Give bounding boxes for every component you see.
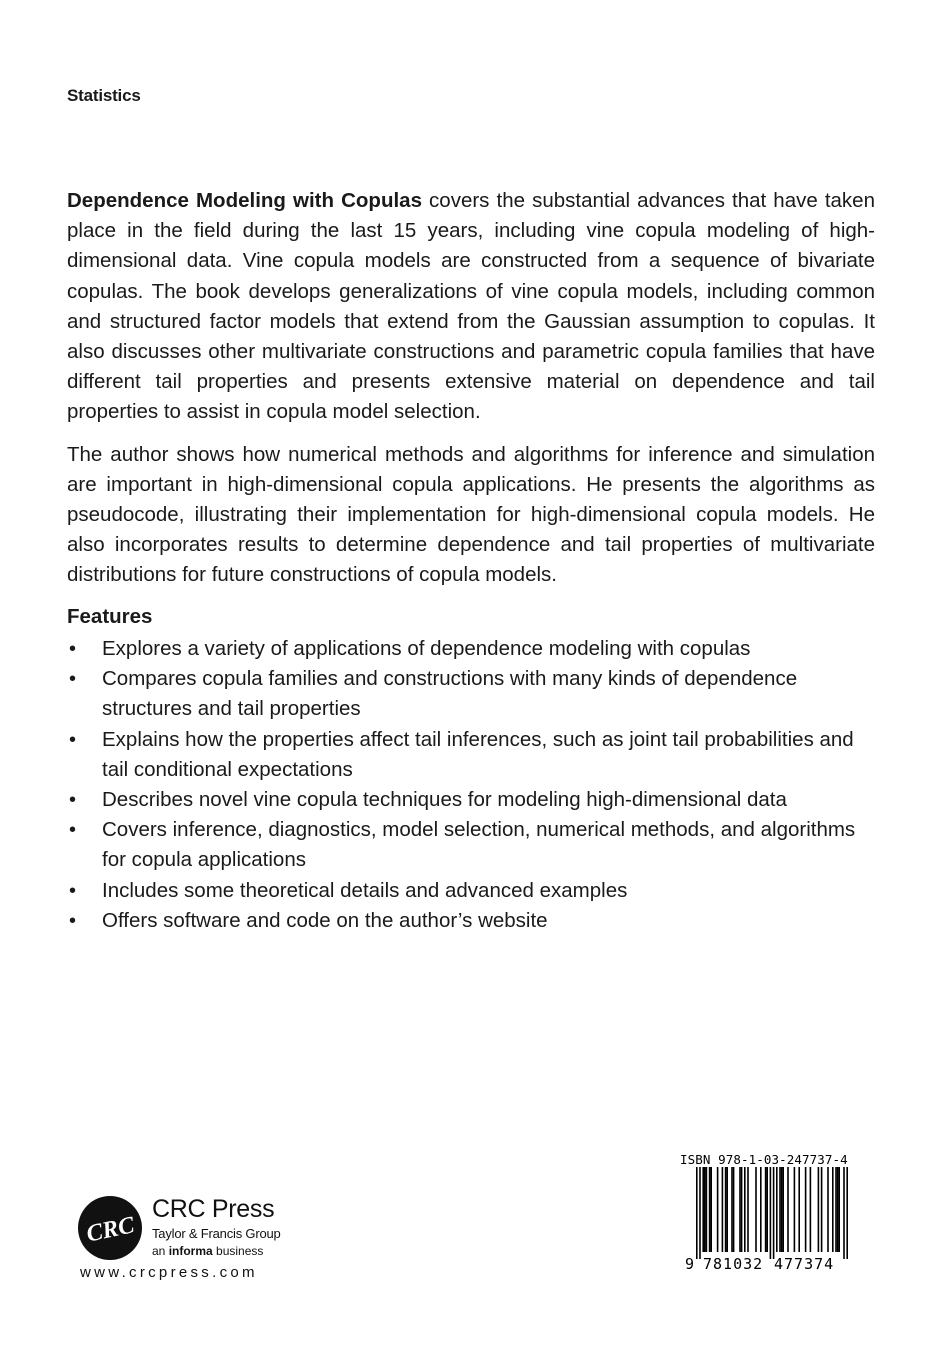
feature-item: • Explores a variety of applications of dependence modeling with copulas — [67, 634, 867, 664]
description-paragraph-1-text: covers the substantial advances that have taken place in the field during the last 15 years, including vine copula modeling of high-dimensional data. Vine copula models are constructed from a sequence of bivariate copulas. The book develops generalizations of vine copula models, including common and structured factor models that extend from the Gaussian assumption to copulas. It also discusses other multivariate constructions and parametric copula families that have different tail properties and presents extensive material on dependence and tail properties to assist in copula model selection. — [67, 189, 875, 424]
barcode-bar — [805, 1167, 807, 1252]
barcode-bar — [702, 1167, 704, 1252]
barcode-bar — [722, 1167, 724, 1252]
crc-logo-text: CRC — [84, 1212, 137, 1248]
barcode-bar — [779, 1167, 781, 1252]
bullet-icon: • — [69, 879, 77, 902]
barcode-bar — [794, 1167, 796, 1252]
barcode-bar — [781, 1167, 783, 1252]
barcode-bar — [782, 1167, 784, 1252]
bullet-icon: • — [69, 789, 77, 812]
isbn-label: ISBN 978-1-03-247737-4 — [680, 1152, 848, 1167]
feature-item: • Describes novel vine copula techniques for modeling high-dimensional data — [67, 785, 867, 815]
barcode-bar — [846, 1167, 848, 1259]
barcode-bar — [821, 1167, 823, 1252]
barcode-bar — [696, 1167, 698, 1259]
barcode-bar — [755, 1167, 757, 1252]
barcode-bar — [766, 1167, 768, 1252]
description-paragraph-2: The author shows how numerical methods and algorithms for inference and simulation are important in high-dimensional copula applications. He presents the algorithms as pseudocode, illustrating their implementation for high-dimensional copula models. He also incorporates results to determine dependence and tail properties of multivariate distributions for future constructions of copula models. — [67, 442, 875, 587]
barcode-bar — [765, 1167, 767, 1252]
barcode-bar — [843, 1167, 845, 1259]
feature-item: • Explains how the properties affect tail inferences, such as joint tail probabilities and tail conditional expectations — [67, 725, 867, 785]
barcode-bar — [818, 1167, 820, 1252]
description-paragraph-1 — [67, 186, 875, 428]
publisher-block — [78, 1192, 308, 1287]
barcode-bar — [709, 1167, 711, 1252]
feature-item: • Covers inference, diagnostics, model selection, numerical methods, and algorithms for copula applications — [67, 815, 867, 875]
feature-item: • Offers software and code on the author’s website — [67, 906, 867, 936]
bullet-icon: • — [69, 819, 77, 842]
barcode-bar — [731, 1167, 733, 1252]
feature-item: • Includes some theoretical details and advanced examples — [67, 876, 867, 906]
bullet-icon: • — [69, 728, 77, 751]
barcode-bar — [798, 1167, 800, 1252]
barcode-bar — [717, 1167, 719, 1252]
barcode-bar — [726, 1167, 728, 1252]
features-list — [67, 634, 867, 936]
publisher-name: CRC Press — [152, 1195, 275, 1223]
isbn-barcode: ISBN 978-1-03-247737-4 9 781032 477374 — [676, 1152, 854, 1282]
category-label: Statistics — [67, 86, 141, 105]
barcode-bar — [773, 1167, 775, 1259]
barcode-bar — [706, 1167, 708, 1252]
barcode-bar — [747, 1167, 749, 1252]
barcode-bar — [837, 1167, 839, 1252]
feature-item: • Compares copula families and constructions with many kinds of dependence structures and tail properties — [67, 664, 867, 724]
barcode-bar — [733, 1167, 735, 1252]
barcode-bar — [827, 1167, 829, 1252]
barcode-bar — [832, 1167, 834, 1252]
bullet-icon: • — [69, 909, 77, 932]
barcode-bar — [704, 1167, 706, 1252]
features-heading: Features — [67, 605, 153, 628]
barcode-bars — [676, 1167, 854, 1262]
barcode-bar — [835, 1167, 837, 1252]
bullet-icon: • — [69, 638, 77, 660]
barcode-bar — [741, 1167, 743, 1252]
barcode-bar — [710, 1167, 712, 1252]
publisher-business: an informa business — [152, 1244, 264, 1258]
publisher-url[interactable]: www.crcpress.com — [80, 1264, 258, 1281]
barcode-bar — [838, 1167, 840, 1252]
bullet-icon: • — [69, 668, 77, 691]
publisher-group: Taylor & Francis Group — [152, 1226, 281, 1241]
barcode-bar — [699, 1167, 701, 1259]
barcode-bar — [725, 1167, 727, 1252]
barcode-bar — [744, 1167, 746, 1252]
barcode-bar — [810, 1167, 812, 1252]
barcode-bar — [770, 1167, 772, 1259]
book-description — [67, 186, 875, 603]
barcode-bar — [787, 1167, 789, 1252]
barcode-bar — [776, 1167, 778, 1252]
crc-logo-icon — [78, 1196, 142, 1260]
book-title: Dependence Modeling with Copulas — [67, 189, 422, 212]
barcode-bar — [760, 1167, 762, 1252]
barcode-bar — [739, 1167, 741, 1252]
